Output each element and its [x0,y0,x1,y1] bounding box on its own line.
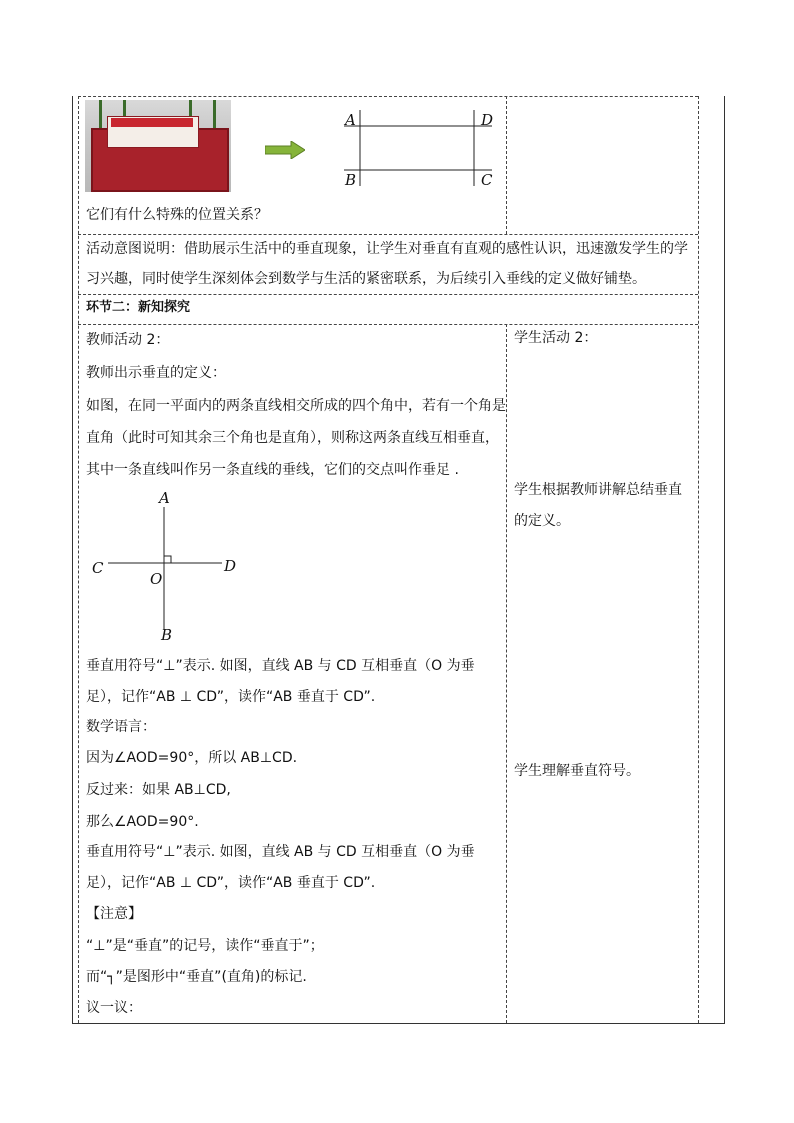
label-b-cross: B [161,626,173,644]
symbol-line-2: 足），记作“AB ⊥ CD”，读作“AB 垂直于 CD”. [86,689,376,705]
discuss-label: 议一议： [86,1000,142,1016]
note-heading: 【注意】 [86,906,142,922]
frame-banner [111,118,193,127]
right-arrow-icon [265,141,305,159]
table-left-border [72,96,73,1024]
col-mid-line-2 [506,324,507,1023]
student-summary-line-1: 学生根据教师讲解总结垂直 [514,482,682,498]
col-mid-line-1 [506,96,507,234]
teacher-activity-title: 教师活动 2： [86,332,170,348]
row-line-3 [78,324,698,325]
label-a-cross: A [159,489,170,507]
teacher-intro: 教师出示垂直的定义： [86,365,226,381]
photo-wall-image [85,100,231,192]
label-d-cross: D [224,557,237,575]
math-language-line-1: 因为∠AOD=90°，所以 AB⊥CD. [86,750,298,766]
math-language-label: 数学语言： [86,719,156,735]
row-line-1 [78,234,698,235]
math-language-line-2: 反过来：如果 AB⊥CD, [86,782,231,798]
label-d-top: D [481,111,494,129]
label-o-cross: O [150,570,163,588]
rectangle-figure [338,106,498,196]
note-line-2: 而“┐”是图形中“垂直”(直角)的标记. [86,969,307,985]
col-left-line [78,96,79,1023]
note-line-1: “⊥”是“垂直”的记号，读作“垂直于”； [86,938,324,954]
row-top-line [78,96,698,97]
definition-line-3: 其中一条直线叫作另一条直线的垂线，它们的交点叫作垂足 . [86,462,459,478]
label-a-top: A [345,111,356,129]
math-language-line-3: 那么∠AOD=90°. [86,814,199,830]
definition-line-2: 直角（此时可知其余三个角也是直角），则称这两条直线互相垂直， [86,430,499,446]
col-right-line [698,96,699,1023]
symbol-line-1: 垂直用符号“⊥”表示. 如图，直线 AB 与 CD 互相垂直（O 为垂 [86,658,475,674]
question-text: 它们有什么特殊的位置关系？ [86,207,268,223]
intent-line-2: 习兴趣，同时使学生深刻体会到数学与生活的紧密联系，为后续引入垂线的定义做好铺垫。 [86,271,646,287]
student-activity-title: 学生活动 2： [514,330,598,346]
symbol-line-3: 垂直用符号“⊥”表示. 如图，直线 AB 与 CD 互相垂直（O 为垂 [86,844,475,860]
label-c-top: C [481,171,493,189]
label-c-cross: C [92,559,104,577]
intent-line-1: 活动意图说明：借助展示生活中的垂直现象，让学生对垂直有直观的感性认识，迅速激发学生的学 [86,241,688,257]
definition-line-1: 如图，在同一平面内的两条直线相交所成的四个角中，若有一个角是 [86,398,506,414]
symbol-line-4: 足），记作“AB ⊥ CD”，读作“AB 垂直于 CD”. [86,875,376,891]
student-symbol-text: 学生理解垂直符号。 [514,763,640,779]
right-angle-mark [164,556,171,563]
table-right-border [724,96,725,1024]
section-heading: 环节二：新知探究 [86,300,191,315]
label-b-top: B [345,171,357,189]
student-summary-line-2: 的定义。 [514,513,570,529]
table-bottom-border [72,1023,725,1024]
row-line-2 [78,294,698,295]
